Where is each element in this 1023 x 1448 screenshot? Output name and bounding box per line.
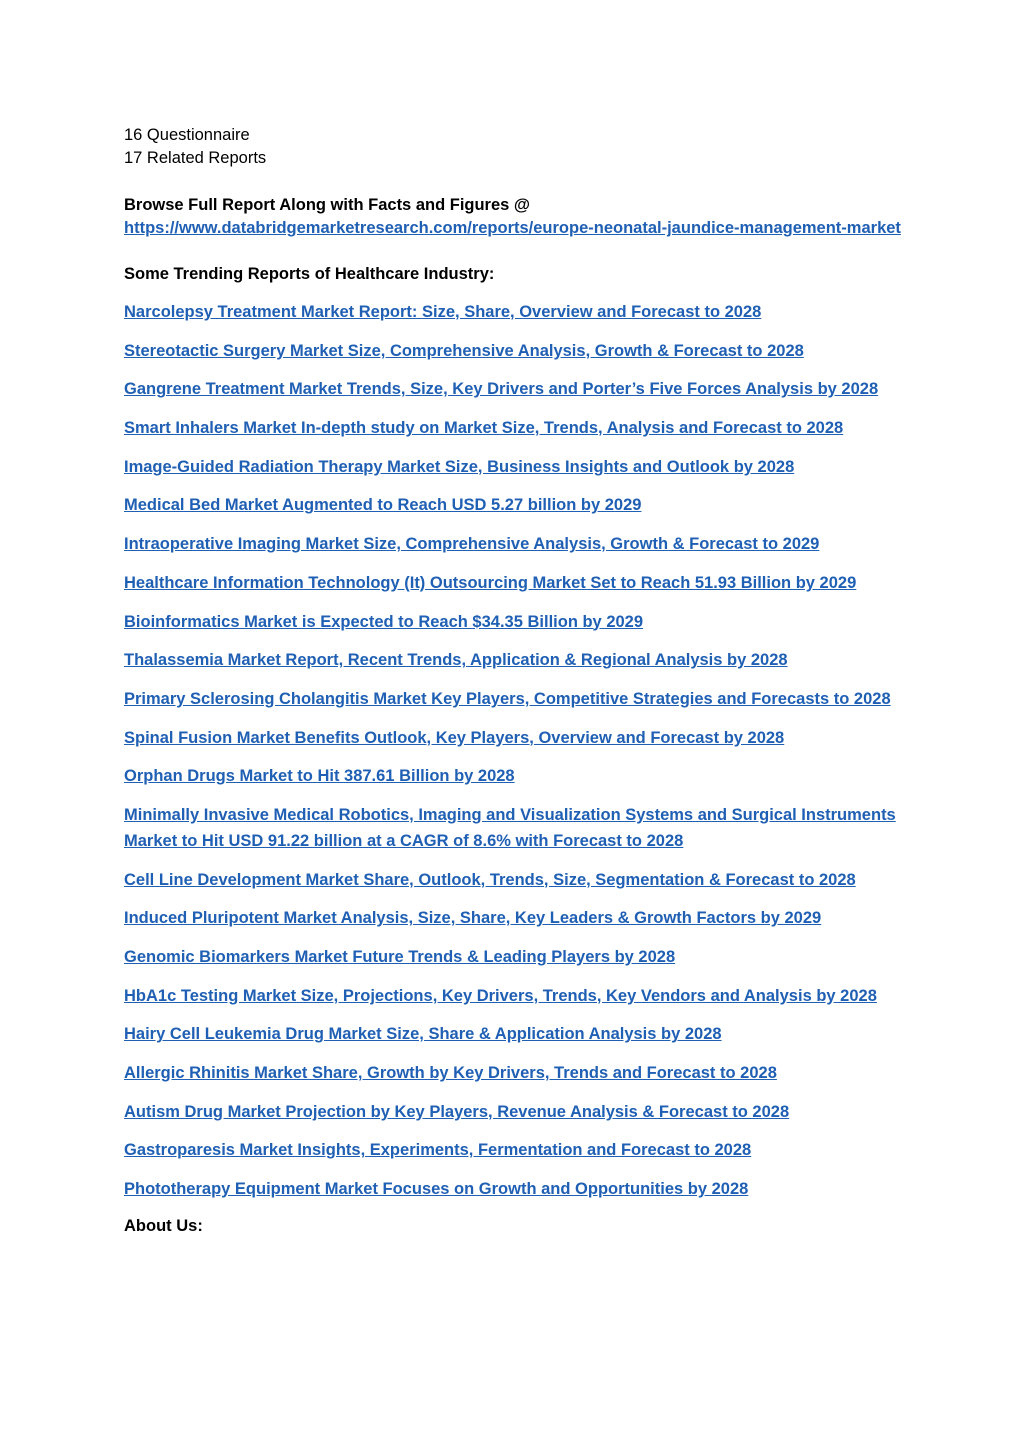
list-item — [124, 1099, 904, 1125]
list-item — [124, 725, 904, 751]
report-link[interactable]: Stereotactic Surgery Market Size, Comprehensive Analysis, Growth & Forecast to 2028 — [124, 341, 804, 360]
list-item — [124, 299, 904, 325]
list-item — [124, 338, 904, 364]
trending-reports-heading: Some Trending Reports of Healthcare Industry: — [124, 265, 495, 283]
report-link[interactable]: Narcolepsy Treatment Market Report: Size, Share, Overview and Forecast to 2028 — [124, 303, 762, 321]
full-report-link[interactable]: https://www.databridgemarketresearch.com/reports/europe-neonatal-jaundice-management-market — [124, 219, 901, 237]
list-item — [124, 1176, 904, 1202]
list-item — [124, 944, 904, 970]
list-item — [124, 905, 904, 931]
toc-item-related-reports: 17 Related Reports — [124, 149, 267, 167]
list-item — [124, 1137, 904, 1163]
document-page — [124, 124, 904, 1251]
report-link[interactable]: Allergic Rhinitis Market Share, Growth by Key Drivers, Trends and Forecast to 2028 — [124, 1064, 777, 1083]
report-link[interactable]: Orphan Drugs Market to Hit 387.61 Billion by 2028 — [124, 767, 515, 786]
report-link[interactable]: Induced Pluripotent Market Analysis, Size, Share, Key Leaders & Growth Factors by 2029 — [124, 909, 822, 928]
report-link[interactable]: Thalassemia Market Report, Recent Trends, Application & Regional Analysis by 2028 — [124, 651, 788, 670]
list-item — [124, 983, 904, 1009]
report-link[interactable]: Smart Inhalers Market In-depth study on Market Size, Trends, Analysis and Forecast to 2028 — [124, 419, 844, 438]
report-link[interactable]: Bioinformatics Market is Expected to Reach $34.35 Billion by 2029 — [124, 612, 644, 631]
report-link[interactable]: Spinal Fusion Market Benefits Outlook, Key Players, Overview and Forecast by 2028 — [124, 728, 785, 747]
list-item — [124, 1021, 904, 1047]
report-link[interactable]: Primary Sclerosing Cholangitis Market Key Players, Competitive Strategies and Forecasts to 2028 — [124, 689, 891, 708]
report-link[interactable]: HbA1c Testing Market Size, Projections, Key Drivers, Trends, Key Vendors and Analysis by 2028 — [124, 986, 877, 1005]
report-link[interactable]: Autism Drug Market Projection by Key Players, Revenue Analysis & Forecast to 2028 — [124, 1102, 790, 1121]
spacer — [124, 240, 904, 263]
list-item — [124, 686, 904, 712]
list-item — [124, 570, 904, 596]
report-link[interactable]: Image-Guided Radiation Therapy Market Size, Business Insights and Outlook by 2028 — [124, 457, 795, 476]
report-link[interactable]: Hairy Cell Leukemia Drug Market Size, Share & Application Analysis by 2028 — [124, 1025, 722, 1044]
report-link[interactable]: Medical Bed Market Augmented to Reach USD 5.27 billion by 2029 — [124, 496, 642, 515]
toc-item-questionnaire: 16 Questionnaire — [124, 126, 250, 144]
list-item — [124, 647, 904, 673]
list-item — [124, 454, 904, 480]
spacer — [124, 170, 904, 194]
list-item — [124, 1060, 904, 1086]
about-us-heading: About Us: — [124, 1216, 203, 1235]
report-link[interactable]: Genomic Biomarkers Market Future Trends & Leading Players by 2028 — [124, 948, 676, 966]
list-item — [124, 415, 904, 441]
report-link[interactable]: Phototherapy Equipment Market Focuses on Growth and Opportunities by 2028 — [124, 1180, 749, 1199]
list-item — [124, 763, 904, 789]
report-link[interactable]: Cell Line Development Market Share, Outlook, Trends, Size, Segmentation & Forecast to 2028 — [124, 870, 856, 889]
list-item — [124, 609, 904, 635]
list-item — [124, 802, 904, 854]
list-item — [124, 492, 904, 518]
report-link[interactable]: Minimally Invasive Medical Robotics, Imaging and Visualization Systems and Surgical Instruments Market to Hit USD 91.22 billion at a CAGR of 8.6% with Forecast to 2028 — [124, 805, 896, 850]
list-item — [124, 531, 904, 557]
report-link[interactable]: Intraoperative Imaging Market Size, Comprehensive Analysis, Growth & Forecast to 2029 — [124, 535, 820, 554]
list-item — [124, 867, 904, 893]
report-link[interactable]: Healthcare Information Technology (It) Outsourcing Market Set to Reach 51.93 Billion by 2029 — [124, 573, 857, 592]
list-item — [124, 376, 904, 402]
trending-reports-list — [124, 299, 904, 1202]
report-link[interactable]: Gastroparesis Market Insights, Experiments, Fermentation and Forecast to 2028 — [124, 1141, 752, 1160]
report-link[interactable]: Gangrene Treatment Market Trends, Size, Key Drivers and Porter’s Five Forces Analysis by 2028 — [124, 380, 879, 399]
browse-label: Browse Full Report Along with Facts and Figures @ — [124, 196, 531, 214]
